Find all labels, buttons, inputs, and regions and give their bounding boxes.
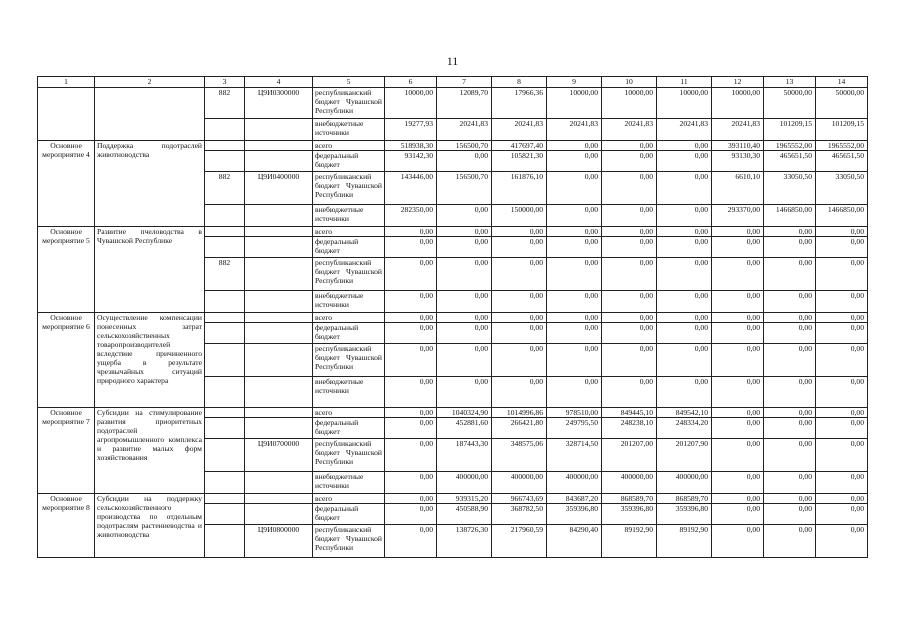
target-code-cell — [245, 408, 313, 418]
amount-cell: 0,00 — [657, 313, 712, 323]
amount-cell: 359396,80 — [547, 504, 602, 525]
amount-cell: 966743,69 — [492, 494, 547, 504]
amount-cell: 0,00 — [816, 408, 868, 418]
amount-cell: 348575,06 — [492, 439, 547, 472]
grbs-cell — [205, 205, 245, 227]
amount-cell: 33050,50 — [764, 172, 816, 205]
amount-cell: 0,00 — [602, 227, 657, 237]
amount-cell: 0,00 — [657, 172, 712, 205]
amount-cell: 0,00 — [602, 323, 657, 344]
amount-cell: 368782,50 — [492, 504, 547, 525]
amount-cell: 20241,83 — [437, 119, 492, 141]
amount-cell: 10000,00 — [712, 88, 764, 119]
measure-name-cell: Субсидии на поддержку сельскохозяйственного производства по отдельным подотраслям растениеводства и животноводства — [95, 494, 205, 558]
amount-cell: 105821,30 — [492, 151, 547, 172]
measure-name-cell: Осуществление компенсации понесенных затрат сельскохозяйственных товаропроизводителей вследствие причиненного ущерба в результате чрезвычайных ситуаций природного характера — [95, 313, 205, 408]
grbs-cell — [205, 227, 245, 237]
amount-cell: 0,00 — [816, 227, 868, 237]
target-code-cell — [245, 227, 313, 237]
amount-cell: 0,00 — [547, 205, 602, 227]
amount-cell: 843687,20 — [547, 494, 602, 504]
amount-cell: 849542,10 — [657, 408, 712, 418]
amount-cell: 0,00 — [712, 237, 764, 258]
header-cell: 5 — [313, 77, 385, 88]
amount-cell: 0,00 — [602, 344, 657, 377]
amount-cell: 101209,15 — [764, 119, 816, 141]
amount-cell: 201207,90 — [657, 439, 712, 472]
amount-cell: 248334,20 — [657, 418, 712, 439]
amount-cell: 0,00 — [657, 323, 712, 344]
status-cell: Основное мероприятие 7 — [38, 408, 95, 494]
target-code-cell — [245, 313, 313, 323]
amount-cell: 0,00 — [816, 418, 868, 439]
amount-cell: 12089,70 — [437, 88, 492, 119]
amount-cell: 0,00 — [492, 344, 547, 377]
funding-source-cell: республиканский бюджет Чувашской Республики — [313, 525, 385, 558]
funding-source-cell: республиканский бюджет Чувашской Республики — [313, 172, 385, 205]
target-code-cell — [245, 205, 313, 227]
funding-source-cell: федеральный бюджет — [313, 151, 385, 172]
amount-cell: 0,00 — [547, 172, 602, 205]
amount-cell: 0,00 — [816, 323, 868, 344]
grbs-cell: 882 — [205, 258, 245, 291]
amount-cell: 0,00 — [492, 323, 547, 344]
measure-name-cell: Субсидии на стимулирование развития приоритетных подотраслей агропромышленного комплекса и развитие малых форм хозяйствования — [95, 408, 205, 494]
grbs-cell — [205, 418, 245, 439]
amount-cell: 400000,00 — [437, 472, 492, 494]
amount-cell: 0,00 — [816, 494, 868, 504]
amount-cell: 1014996,86 — [492, 408, 547, 418]
amount-cell: 0,00 — [602, 291, 657, 313]
amount-cell: 0,00 — [385, 323, 437, 344]
amount-cell: 0,00 — [712, 525, 764, 558]
amount-cell: 0,00 — [816, 472, 868, 494]
amount-cell: 400000,00 — [657, 472, 712, 494]
measure-name-cell: Развитие пчеловодства в Чувашской Республике — [95, 227, 205, 313]
amount-cell: 450588,90 — [437, 504, 492, 525]
grbs-cell: 882 — [205, 172, 245, 205]
amount-cell: 328714,50 — [547, 439, 602, 472]
amount-cell: 20241,83 — [547, 119, 602, 141]
amount-cell: 0,00 — [437, 237, 492, 258]
amount-cell: 0,00 — [712, 291, 764, 313]
target-code-cell: Ц9И0400000 — [245, 172, 313, 205]
target-code-cell — [245, 344, 313, 377]
amount-cell: 0,00 — [547, 141, 602, 151]
amount-cell: 0,00 — [712, 377, 764, 408]
amount-cell: 0,00 — [385, 439, 437, 472]
funding-source-cell: внебюджетные источники — [313, 472, 385, 494]
amount-cell: 0,00 — [712, 344, 764, 377]
grbs-cell — [205, 151, 245, 172]
amount-cell: 0,00 — [764, 258, 816, 291]
target-code-cell — [245, 141, 313, 151]
amount-cell: 156500,70 — [437, 141, 492, 151]
amount-cell: 849445,10 — [602, 408, 657, 418]
amount-cell: 0,00 — [385, 237, 437, 258]
budget-table — [37, 76, 868, 558]
grbs-cell — [205, 313, 245, 323]
amount-cell: 0,00 — [437, 323, 492, 344]
target-code-cell — [245, 258, 313, 291]
grbs-cell — [205, 323, 245, 344]
amount-cell: 359396,80 — [602, 504, 657, 525]
amount-cell: 10000,00 — [385, 88, 437, 119]
amount-cell: 17966,36 — [492, 88, 547, 119]
grbs-cell: 882 — [205, 88, 245, 119]
funding-source-cell: внебюджетные источники — [313, 119, 385, 141]
amount-cell: 0,00 — [657, 237, 712, 258]
amount-cell: 0,00 — [764, 344, 816, 377]
amount-cell: 0,00 — [816, 377, 868, 408]
target-code-cell — [245, 323, 313, 344]
amount-cell: 0,00 — [602, 205, 657, 227]
grbs-cell — [205, 494, 245, 504]
amount-cell: 0,00 — [657, 205, 712, 227]
target-code-cell: Ц9И0700000 — [245, 439, 313, 472]
amount-cell: 10000,00 — [602, 88, 657, 119]
target-code-cell — [245, 377, 313, 408]
amount-cell: 0,00 — [602, 313, 657, 323]
header-cell: 3 — [205, 77, 245, 88]
funding-source-cell: республиканский бюджет Чувашской Республики — [313, 88, 385, 119]
amount-cell: 0,00 — [437, 377, 492, 408]
amount-cell: 89192,90 — [657, 525, 712, 558]
amount-cell: 1040324,90 — [437, 408, 492, 418]
amount-cell: 0,00 — [492, 377, 547, 408]
amount-cell: 0,00 — [816, 525, 868, 558]
header-cell: 11 — [657, 77, 712, 88]
target-code-cell: Ц9И0800000 — [245, 525, 313, 558]
amount-cell: 0,00 — [816, 291, 868, 313]
amount-cell: 400000,00 — [547, 472, 602, 494]
funding-source-cell: внебюджетные источники — [313, 291, 385, 313]
funding-source-cell: федеральный бюджет — [313, 237, 385, 258]
grbs-cell — [205, 408, 245, 418]
amount-cell: 1466850,00 — [816, 205, 868, 227]
amount-cell: 400000,00 — [492, 472, 547, 494]
amount-cell: 0,00 — [602, 258, 657, 291]
amount-cell: 0,00 — [385, 227, 437, 237]
header-row — [38, 77, 868, 88]
amount-cell: 0,00 — [492, 291, 547, 313]
amount-cell: 293370,00 — [712, 205, 764, 227]
grbs-cell — [205, 439, 245, 472]
grbs-cell — [205, 141, 245, 151]
amount-cell: 20241,83 — [602, 119, 657, 141]
amount-cell: 20241,83 — [657, 119, 712, 141]
amount-cell: 282350,00 — [385, 205, 437, 227]
amount-cell: 0,00 — [764, 472, 816, 494]
amount-cell: 0,00 — [437, 313, 492, 323]
amount-cell: 0,00 — [764, 418, 816, 439]
grbs-cell — [205, 119, 245, 141]
target-code-cell — [245, 472, 313, 494]
amount-cell: 0,00 — [764, 291, 816, 313]
amount-cell: 1466850,00 — [764, 205, 816, 227]
amount-cell: 0,00 — [764, 227, 816, 237]
amount-cell: 10000,00 — [547, 88, 602, 119]
amount-cell: 0,00 — [385, 504, 437, 525]
amount-cell: 187443,30 — [437, 439, 492, 472]
amount-cell: 0,00 — [492, 237, 547, 258]
amount-cell: 0,00 — [764, 313, 816, 323]
target-code-cell — [245, 119, 313, 141]
amount-cell: 138726,30 — [437, 525, 492, 558]
amount-cell: 10000,00 — [657, 88, 712, 119]
amount-cell: 0,00 — [764, 439, 816, 472]
amount-cell: 143446,00 — [385, 172, 437, 205]
amount-cell: 0,00 — [764, 377, 816, 408]
target-code-cell — [245, 237, 313, 258]
status-cell: Основное мероприятие 5 — [38, 227, 95, 313]
amount-cell: 0,00 — [712, 472, 764, 494]
amount-cell: 0,00 — [816, 313, 868, 323]
amount-cell: 0,00 — [547, 151, 602, 172]
amount-cell: 0,00 — [657, 291, 712, 313]
amount-cell: 89192,90 — [602, 525, 657, 558]
amount-cell: 0,00 — [547, 344, 602, 377]
target-code-cell — [245, 151, 313, 172]
amount-cell: 156500,70 — [437, 172, 492, 205]
amount-cell: 0,00 — [385, 377, 437, 408]
amount-cell: 0,00 — [385, 408, 437, 418]
amount-cell: 0,00 — [547, 313, 602, 323]
measure-name-cell: Поддержка подотраслей животноводства — [95, 141, 205, 227]
amount-cell: 0,00 — [385, 313, 437, 323]
amount-cell: 868589,70 — [602, 494, 657, 504]
table-row — [38, 313, 868, 323]
funding-source-cell: республиканский бюджет Чувашской Республики — [313, 344, 385, 377]
status-cell: Основное мероприятие 6 — [38, 313, 95, 408]
amount-cell: 0,00 — [492, 258, 547, 291]
funding-source-cell: республиканский бюджет Чувашской Республики — [313, 439, 385, 472]
amount-cell: 0,00 — [657, 344, 712, 377]
funding-source-cell: федеральный бюджет — [313, 418, 385, 439]
grbs-cell — [205, 525, 245, 558]
amount-cell: 0,00 — [602, 172, 657, 205]
header-cell: 6 — [385, 77, 437, 88]
amount-cell: 0,00 — [657, 141, 712, 151]
amount-cell: 0,00 — [712, 418, 764, 439]
table-row — [38, 227, 868, 237]
amount-cell: 161876,10 — [492, 172, 547, 205]
amount-cell: 19277,93 — [385, 119, 437, 141]
amount-cell: 0,00 — [712, 258, 764, 291]
amount-cell: 452881,60 — [437, 418, 492, 439]
amount-cell: 0,00 — [385, 472, 437, 494]
amount-cell: 465651,50 — [764, 151, 816, 172]
target-code-cell: Ц9И0300000 — [245, 88, 313, 119]
funding-source-cell: федеральный бюджет — [313, 323, 385, 344]
funding-source-cell: внебюджетные источники — [313, 205, 385, 227]
amount-cell: 0,00 — [547, 227, 602, 237]
amount-cell: 0,00 — [602, 141, 657, 151]
target-code-cell — [245, 291, 313, 313]
amount-cell: 518938,30 — [385, 141, 437, 151]
amount-cell: 0,00 — [712, 313, 764, 323]
amount-cell: 6610,10 — [712, 172, 764, 205]
status-cell: Основное мероприятие 8 — [38, 494, 95, 558]
status-cell — [38, 88, 95, 141]
amount-cell: 50000,00 — [764, 88, 816, 119]
funding-source-cell: всего — [313, 141, 385, 151]
table-row — [38, 494, 868, 504]
table-row — [38, 408, 868, 418]
amount-cell: 0,00 — [602, 237, 657, 258]
amount-cell: 0,00 — [657, 151, 712, 172]
amount-cell: 0,00 — [712, 227, 764, 237]
amount-cell: 0,00 — [816, 504, 868, 525]
grbs-cell — [205, 344, 245, 377]
amount-cell: 0,00 — [816, 237, 868, 258]
target-code-cell — [245, 494, 313, 504]
header-cell: 14 — [816, 77, 868, 88]
header-cell: 2 — [95, 77, 205, 88]
target-code-cell — [245, 418, 313, 439]
amount-cell: 0,00 — [437, 205, 492, 227]
header-cell: 13 — [764, 77, 816, 88]
amount-cell: 248238,10 — [602, 418, 657, 439]
amount-cell: 0,00 — [712, 504, 764, 525]
amount-cell: 0,00 — [712, 439, 764, 472]
amount-cell: 201207,00 — [602, 439, 657, 472]
amount-cell: 0,00 — [547, 323, 602, 344]
funding-source-cell: всего — [313, 227, 385, 237]
amount-cell: 0,00 — [437, 151, 492, 172]
amount-cell: 0,00 — [764, 504, 816, 525]
grbs-cell — [205, 237, 245, 258]
amount-cell: 0,00 — [657, 377, 712, 408]
amount-cell: 465651,50 — [816, 151, 868, 172]
amount-cell: 0,00 — [547, 377, 602, 408]
amount-cell: 0,00 — [712, 408, 764, 418]
table-row — [38, 141, 868, 151]
amount-cell: 978510,00 — [547, 408, 602, 418]
grbs-cell — [205, 504, 245, 525]
amount-cell: 0,00 — [437, 227, 492, 237]
amount-cell: 0,00 — [764, 494, 816, 504]
grbs-cell — [205, 377, 245, 408]
amount-cell: 0,00 — [657, 258, 712, 291]
header-cell: 12 — [712, 77, 764, 88]
header-cell: 10 — [602, 77, 657, 88]
amount-cell: 359396,80 — [657, 504, 712, 525]
header-cell: 9 — [547, 77, 602, 88]
page-number: 11 — [446, 54, 459, 68]
amount-cell: 0,00 — [602, 377, 657, 408]
target-code-cell — [245, 504, 313, 525]
amount-cell: 0,00 — [764, 237, 816, 258]
amount-cell: 868589,70 — [657, 494, 712, 504]
amount-cell: 0,00 — [816, 258, 868, 291]
amount-cell: 939315,20 — [437, 494, 492, 504]
amount-cell: 0,00 — [385, 291, 437, 313]
funding-source-cell: федеральный бюджет — [313, 504, 385, 525]
funding-source-cell: всего — [313, 408, 385, 418]
amount-cell: 0,00 — [764, 323, 816, 344]
amount-cell: 0,00 — [385, 258, 437, 291]
amount-cell: 0,00 — [547, 291, 602, 313]
amount-cell: 393110,40 — [712, 141, 764, 151]
funding-source-cell: республиканский бюджет Чувашской Республики — [313, 258, 385, 291]
amount-cell: 0,00 — [385, 494, 437, 504]
amount-cell: 0,00 — [385, 418, 437, 439]
amount-cell: 50000,00 — [816, 88, 868, 119]
amount-cell: 84290,40 — [547, 525, 602, 558]
amount-cell: 0,00 — [657, 227, 712, 237]
funding-source-cell: внебюджетные источники — [313, 377, 385, 408]
amount-cell: 1965552,00 — [764, 141, 816, 151]
status-cell: Основное мероприятие 4 — [38, 141, 95, 227]
amount-cell: 0,00 — [385, 344, 437, 377]
funding-source-cell: всего — [313, 494, 385, 504]
amount-cell: 20241,83 — [712, 119, 764, 141]
amount-cell: 0,00 — [547, 258, 602, 291]
header-cell: 8 — [492, 77, 547, 88]
amount-cell: 0,00 — [764, 525, 816, 558]
amount-cell: 93130,30 — [712, 151, 764, 172]
amount-cell: 217960,59 — [492, 525, 547, 558]
amount-cell: 0,00 — [712, 323, 764, 344]
amount-cell: 0,00 — [437, 344, 492, 377]
amount-cell: 0,00 — [492, 227, 547, 237]
amount-cell: 266421,80 — [492, 418, 547, 439]
amount-cell: 0,00 — [712, 494, 764, 504]
measure-name-cell — [95, 88, 205, 141]
funding-source-cell: всего — [313, 313, 385, 323]
amount-cell: 0,00 — [816, 439, 868, 472]
amount-cell: 249795,50 — [547, 418, 602, 439]
grbs-cell — [205, 291, 245, 313]
grbs-cell — [205, 472, 245, 494]
amount-cell: 0,00 — [816, 344, 868, 377]
amount-cell: 101209,15 — [816, 119, 868, 141]
amount-cell: 20241,83 — [492, 119, 547, 141]
amount-cell: 0,00 — [437, 291, 492, 313]
amount-cell: 0,00 — [437, 258, 492, 291]
amount-cell: 1965552,00 — [816, 141, 868, 151]
amount-cell: 150000,00 — [492, 205, 547, 227]
header-cell: 1 — [38, 77, 95, 88]
amount-cell: 0,00 — [764, 408, 816, 418]
amount-cell: 93142,30 — [385, 151, 437, 172]
amount-cell: 0,00 — [547, 237, 602, 258]
header-cell: 7 — [437, 77, 492, 88]
amount-cell: 0,00 — [602, 151, 657, 172]
amount-cell: 0,00 — [492, 313, 547, 323]
amount-cell: 33050,50 — [816, 172, 868, 205]
amount-cell: 400000,00 — [602, 472, 657, 494]
amount-cell: 417697,40 — [492, 141, 547, 151]
table-row — [38, 88, 868, 119]
header-cell: 4 — [245, 77, 313, 88]
amount-cell: 0,00 — [385, 525, 437, 558]
